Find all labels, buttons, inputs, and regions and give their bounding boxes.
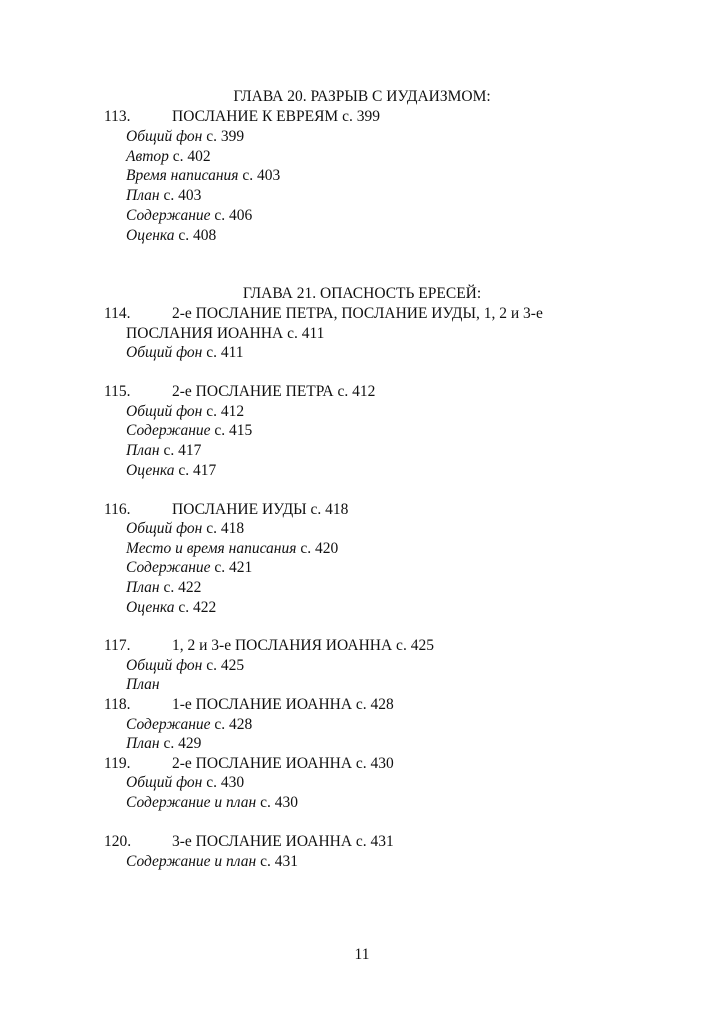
subsection-line [126,147,211,167]
subsection-line [126,127,244,147]
subsection-page: с. 422 [163,579,202,596]
subsection-line [126,461,216,481]
subsection-page: с. 430 [260,794,298,811]
subsection-line [126,656,244,676]
entry-title: 2-е ПОСЛАНИЕ ПЕТРА с. 412 [172,383,376,400]
subsection-label: Общий фон [126,657,203,674]
subsection-label: Автор [126,148,169,165]
subsection-line [126,734,201,754]
entry-number: 114. [104,305,131,322]
subsection-page: с. 411 [206,344,244,361]
subsection-line [126,558,252,578]
subsection-label: План [126,187,160,204]
subsection-page: с. 429 [163,735,202,752]
subsection-page: с. 408 [178,227,217,244]
subsection-line [126,343,244,363]
subsection-line [126,186,201,206]
subsection-label: План [126,579,160,596]
subsection-page: с. 418 [206,520,245,537]
subsection-line [126,539,338,559]
entry-number: 117. [104,637,131,654]
subsection-label: Содержание и план [126,853,257,870]
subsection-label: Место и время написания [126,540,297,557]
subsection-page: с. 428 [214,716,253,733]
subsection-page: с. 415 [214,422,253,439]
subsection-page: с. 420 [300,540,339,557]
subsection-label: Общий фон [126,774,203,791]
subsection-page: с. 406 [214,207,253,224]
subsection-label: Время написания [126,167,239,184]
subsection-line [126,773,244,793]
subsection-line [126,441,201,461]
subsection-page: с. 412 [206,403,245,420]
subsection-label: Содержание [126,559,211,576]
chapter-heading: ГЛАВА 20. РАЗРЫВ С ИУДАИЗМОМ: [233,88,491,105]
entry-title: 1-е ПОСЛАНИЕ ИОАННА с. 428 [172,696,394,713]
subsection-label: Общий фон [126,128,203,145]
subsection-line [126,578,201,598]
subsection-page: с. 422 [178,599,217,616]
entry-title: ПОСЛАНИЕ ИУДЫ с. 418 [172,501,349,518]
subsection-label: План [126,735,160,752]
entry-title: 2-е ПОСЛАНИЕ ИОАННА с. 430 [172,755,394,772]
subsection-page: с. 417 [178,462,217,479]
subsection-line [126,519,244,539]
entry-number: 119. [104,755,131,772]
subsection-page: с. 430 [206,774,245,791]
subsection-label: Оценка [126,599,175,616]
page-number: 11 [354,946,370,963]
entry-title: 1, 2 и 3-е ПОСЛАНИЯ ИОАННА с. 425 [172,637,434,654]
entry-number: 116. [104,501,131,518]
entry-title-continuation: ПОСЛАНИЯ ИОАННА с. 411 [126,325,325,342]
subsection-line [126,598,216,618]
subsection-label: Оценка [126,227,175,244]
entry-number: 120. [104,833,132,850]
subsection-label: Содержание [126,422,211,439]
entry-title: 2-е ПОСЛАНИЕ ПЕТРА, ПОСЛАНИЕ ИУДЫ, 1, 2 и 3-е [172,305,543,322]
subsection-line [126,226,216,246]
subsection-label: Оценка [126,462,175,479]
subsection-line [126,675,160,695]
subsection-page: с. 403 [242,167,281,184]
subsection-line [126,793,298,813]
subsection-line [126,206,252,226]
subsection-page: с. 431 [260,853,298,870]
subsection-page: с. 399 [206,128,245,145]
subsection-line [126,852,298,872]
subsection-page: с. 417 [163,442,202,459]
subsection-label: План [126,442,160,459]
subsection-label: Содержание и план [126,794,257,811]
entry-title: ПОСЛАНИЕ К ЕВРЕЯМ с. 399 [172,108,380,125]
subsection-label: Содержание [126,716,211,733]
subsection-line [126,402,244,422]
subsection-label: Общий фон [126,403,203,420]
entry-number: 115. [104,383,131,400]
entry-number: 113. [104,108,131,125]
subsection-label: Содержание [126,207,211,224]
subsection-page: с. 421 [214,559,253,576]
entry-number: 118. [104,696,131,713]
chapter-heading: ГЛАВА 21. ОПАСНОСТЬ ЕРЕСЕЙ: [242,285,482,302]
subsection-label: Общий фон [126,520,203,537]
subsection-page: с. 403 [163,187,202,204]
subsection-label: План [126,676,160,693]
subsection-line [126,166,280,186]
subsection-page: с. 402 [172,148,211,165]
subsection-line [126,421,252,441]
subsection-label: Общий фон [126,344,203,361]
entry-title: 3-е ПОСЛАНИЕ ИОАННА с. 431 [172,833,394,850]
subsection-page: с. 425 [206,657,245,674]
subsection-line [126,715,252,735]
